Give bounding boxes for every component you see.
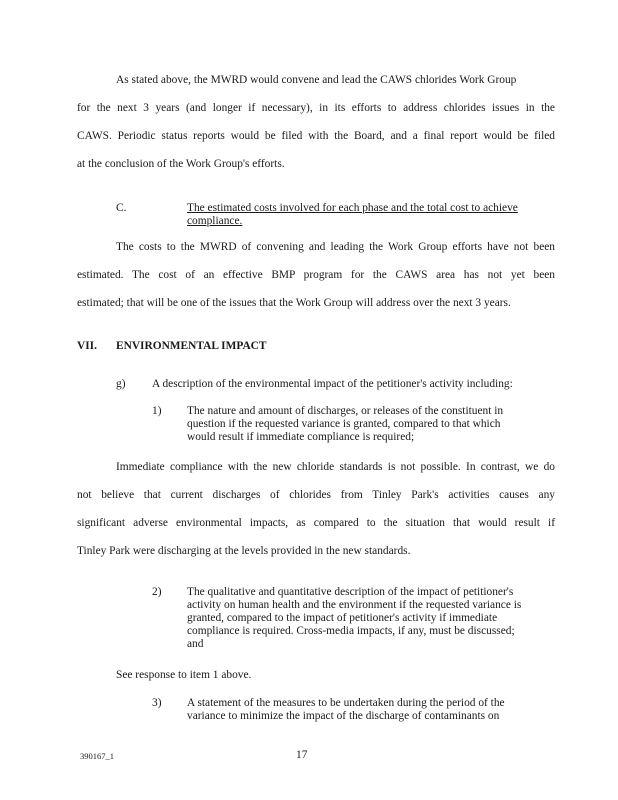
item-2-label: 2) [152,586,162,598]
item-2-line-4: compliance is required. Cross-media impacts, if any, must be discussed; [187,625,515,637]
item-c-line-1: The estimated costs involved for each phase and the total cost to achieve [187,202,518,214]
item-1-line-3: would result if immediate compliance is required; [187,431,415,443]
section-title: ENVIRONMENTAL IMPACT [116,340,267,352]
costs-line-1: The costs to the MWRD of convening and leading the Work Group efforts have not been [116,241,555,253]
item-3-line-1: A statement of the measures to be undertaken during the period of the [187,697,505,709]
section-number: VII. [77,340,97,352]
response-1-line-4: Tinley Park were discharging at the levels provided in the new standards. [77,545,411,557]
page-number: 17 [296,749,308,761]
response-1-line-1: Immediate compliance with the new chloride standards is not possible. In contrast, we do [116,461,555,473]
item-1-line-1: The nature and amount of discharges, or releases of the constituent in [187,405,504,417]
item-2-line-1: The qualitative and quantitative description of the impact of petitioner's [187,586,514,598]
item-g-label: g) [116,378,126,390]
response-2-text: See response to item 1 above. [116,669,252,681]
item-2-line-2: activity on human health and the environment if the requested variance is [187,599,522,611]
intro-line-2: for the next 3 years (and longer if necessary), in its efforts to address chlorides issues in the [77,102,555,114]
item-1-label: 1) [152,405,162,417]
intro-line-1: As stated above, the MWRD would convene and lead the CAWS chlorides Work Group [116,74,517,86]
intro-line-4: at the conclusion of the Work Group's efforts. [77,158,285,170]
item-2-line-3: granted, compared to the impact of petitioner's activity if immediate [187,612,498,624]
item-c-label: C. [116,202,127,214]
item-g-text: A description of the environmental impact of the petitioner's activity including: [152,378,513,390]
costs-line-2: estimated. The cost of an effective BMP program for the CAWS area has not yet been [77,269,555,281]
costs-line-3: estimated; that will be one of the issues that the Work Group will address over the next 3 years. [77,297,511,309]
item-c-line-2: compliance. [187,215,243,227]
response-1-line-3: significant adverse environmental impacts, as compared to the situation that would result if [77,517,555,529]
item-1-line-2: question if the requested variance is granted, compared to that which [187,418,501,430]
item-3-line-2: variance to minimize the impact of the discharge of contaminants on [187,710,500,722]
item-3-label: 3) [152,697,162,709]
response-1-line-2: not believe that current discharges of chlorides from Tinley Park's activities causes any [77,489,555,501]
intro-line-3: CAWS. Periodic status reports would be filed with the Board, and a final report would be filed [77,130,555,142]
item-2-line-5: and [187,638,204,650]
footer-doc-id: 390167_1 [80,751,114,761]
